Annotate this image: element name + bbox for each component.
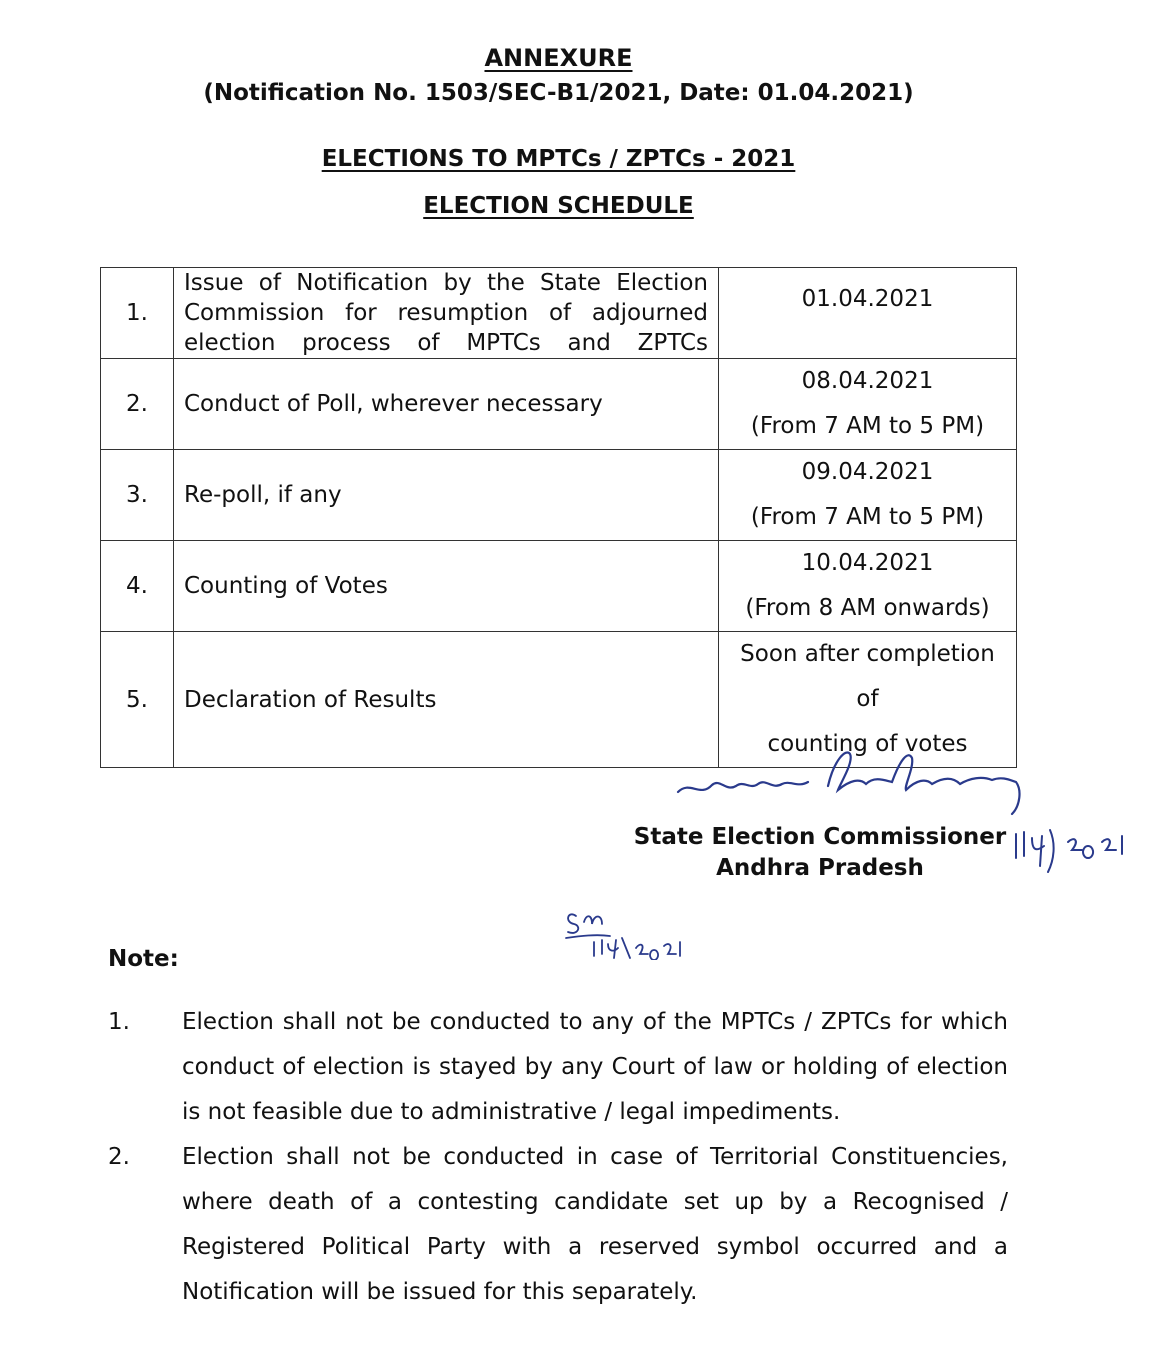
- row-date: 08.04.2021 (From 7 AM to 5 PM): [719, 359, 1017, 450]
- note-text: Election shall not be conducted to any of the MPTCs / ZPTCs for which conduct of election is stayed by any Court of law or holding of election is not feasible due to administrative / legal impediments.: [182, 1009, 1008, 1125]
- row-number: 5.: [101, 632, 174, 768]
- row-date: Soon after completion of counting of votes: [719, 632, 1017, 768]
- handwritten-signature-date: [1010, 822, 1130, 886]
- signatory-block: [600, 822, 1040, 884]
- note-heading: Note:: [108, 946, 179, 972]
- signatory-state: Andhra Pradesh: [716, 855, 924, 881]
- document-title: ELECTIONS TO MPTCs / ZPTCs - 2021: [321, 146, 796, 172]
- note-text: Election shall not be conducted in case of Territorial Constituencies, where death of a contesting candidate set up by a Recognised / Registered Political Party with a reserved symbol occurred and a Notification will be issued for this separately.: [182, 1144, 1008, 1305]
- row-activity: Issue of Notification by the State Election Commission for resumption of adjourned election process of MPTCs and ZPTCs: [174, 268, 719, 359]
- table-row: [101, 450, 1017, 541]
- row-date: 09.04.2021 (From 7 AM to 5 PM): [719, 450, 1017, 541]
- row-activity: Re-poll, if any: [174, 450, 719, 541]
- row-date: 10.04.2021 (From 8 AM onwards): [719, 541, 1017, 632]
- row-date: 01.04.2021: [719, 268, 1017, 359]
- table-row: [101, 359, 1017, 450]
- signatory-designation: State Election Commissioner: [633, 824, 1007, 850]
- row-activity: Declaration of Results: [174, 632, 719, 768]
- table-row: [101, 268, 1017, 359]
- election-schedule-table: [100, 267, 1017, 768]
- row-number: 1.: [101, 268, 174, 359]
- note-number: 1.: [108, 1009, 130, 1035]
- row-number: 4.: [101, 541, 174, 632]
- annexure-heading: ANNEXURE: [484, 44, 633, 72]
- table-row: [101, 541, 1017, 632]
- row-number: 2.: [101, 359, 174, 450]
- row-number: 3.: [101, 450, 174, 541]
- row-activity: Counting of Votes: [174, 541, 719, 632]
- row-activity: Conduct of Poll, wherever necessary: [174, 359, 719, 450]
- handwritten-initials: [560, 900, 690, 964]
- document-subtitle: ELECTION SCHEDULE: [423, 193, 694, 219]
- note-number: 2.: [108, 1144, 130, 1170]
- notification-reference: (Notification No. 1503/SEC-B1/2021, Date: 01.04.2021): [203, 80, 914, 106]
